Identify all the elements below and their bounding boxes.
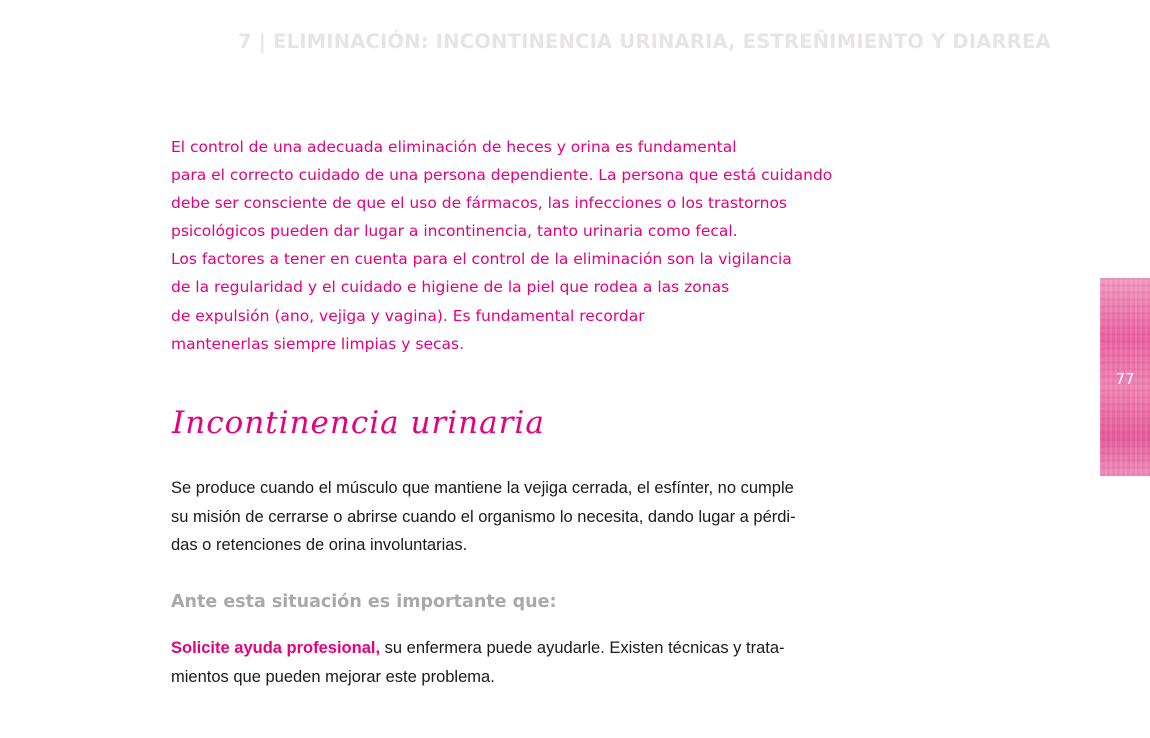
intro-paragraph	[171, 133, 911, 358]
intro-line: de expulsión (ano, vejiga y vagina). Es fundamental recordar	[171, 306, 645, 325]
intro-line: para el correcto cuidado de una persona dependiente. La persona que está cuidando	[171, 166, 833, 185]
advice-text: su enfermera puede ayudarle. Existen técnicas y trata-	[380, 639, 785, 657]
intro-line: El control de una adecuada eliminación de heces y orina es fundamental	[171, 138, 737, 156]
page-number: 77	[1115, 370, 1135, 388]
body-line: das o retenciones de orina involuntarias.	[171, 536, 468, 554]
section-title: Incontinencia urinaria	[172, 405, 545, 441]
body-line: Se produce cuando el músculo que mantiene la vejiga cerrada, el esfínter, no cumple	[171, 479, 794, 497]
page-number-tab	[1100, 278, 1150, 476]
section-body-paragraph	[171, 474, 883, 560]
intro-line: Los factores a tener en cuenta para el control de la eliminación son la vigilancia	[171, 250, 792, 269]
subheading: Ante esta situación es importante que:	[171, 592, 557, 612]
running-header: 7 | ELIMINACIÓN: INCONTINENCIA URINARIA, ESTREÑIMIENTO Y DIARREA	[238, 30, 1051, 53]
intro-line: de la regularidad y el cuidado e higiene de la piel que rodea a las zonas	[171, 278, 730, 297]
intro-line: debe ser consciente de que el uso de fármacos, las infecciones o los trastornos	[171, 194, 788, 213]
intro-line: mantenerlas siempre limpias y secas.	[171, 334, 465, 353]
intro-line: psicológicos pueden dar lugar a incontinencia, tanto urinaria como fecal.	[171, 222, 738, 241]
advice-emphasis: Solicite ayuda profesional,	[171, 639, 381, 657]
advice-line: mientos que pueden mejorar este problema.	[171, 668, 495, 686]
advice-line	[171, 634, 883, 663]
body-line: su misión de cerrarse o abrirse cuando el organismo lo necesita, dando lugar a pérdi-	[171, 507, 796, 526]
advice-paragraph	[171, 634, 883, 692]
